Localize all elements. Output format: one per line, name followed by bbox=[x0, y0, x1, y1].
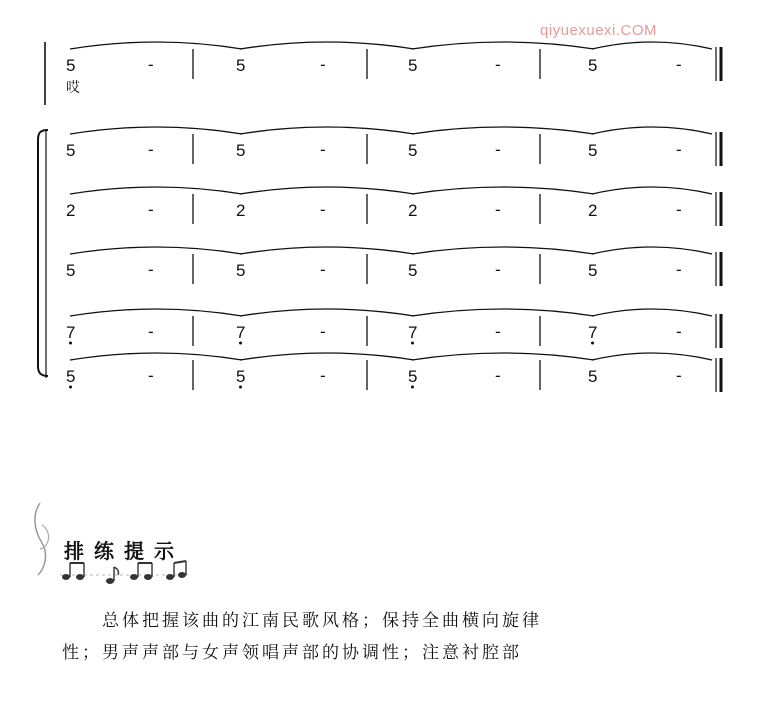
low-octave-dot bbox=[69, 386, 72, 389]
note: 5 bbox=[408, 261, 418, 280]
note: 5 bbox=[408, 141, 418, 160]
duration-dash: - bbox=[148, 322, 154, 341]
note: 5 bbox=[66, 367, 76, 386]
note: 2 bbox=[236, 201, 246, 220]
note: 5 bbox=[66, 56, 76, 75]
slur bbox=[70, 247, 242, 254]
note: 7 bbox=[66, 323, 76, 342]
slur bbox=[240, 247, 414, 254]
duration-dash: - bbox=[676, 322, 682, 341]
slur bbox=[592, 353, 712, 360]
note: 5 bbox=[588, 261, 598, 280]
slur bbox=[240, 309, 414, 316]
slur bbox=[70, 353, 242, 360]
note: 5 bbox=[236, 367, 246, 386]
duration-dash: - bbox=[320, 322, 326, 341]
duration-dash: - bbox=[148, 366, 154, 385]
slur bbox=[592, 42, 712, 49]
note: 7 bbox=[236, 323, 246, 342]
duration-dash: - bbox=[148, 55, 154, 74]
note: 7 bbox=[408, 323, 418, 342]
note: 5 bbox=[588, 141, 598, 160]
duration-dash: - bbox=[320, 140, 326, 159]
low-octave-dot bbox=[239, 386, 242, 389]
note: 5 bbox=[588, 56, 598, 75]
duration-dash: - bbox=[320, 260, 326, 279]
note: 2 bbox=[66, 201, 76, 220]
slur bbox=[412, 127, 594, 134]
slur bbox=[70, 187, 242, 194]
note: 5 bbox=[408, 56, 418, 75]
slur bbox=[240, 187, 414, 194]
note: 5 bbox=[408, 367, 418, 386]
slur bbox=[412, 42, 594, 49]
note: 5 bbox=[588, 367, 598, 386]
low-octave-dot bbox=[239, 342, 242, 345]
duration-dash: - bbox=[676, 140, 682, 159]
tips-paragraph bbox=[62, 605, 642, 669]
duration-dash: - bbox=[148, 140, 154, 159]
duration-dash: - bbox=[676, 366, 682, 385]
slur bbox=[70, 127, 242, 134]
duration-dash: - bbox=[320, 200, 326, 219]
slur bbox=[412, 353, 594, 360]
watermark: qiyuexuexi.COM bbox=[540, 22, 658, 39]
duration-dash: - bbox=[495, 260, 501, 279]
duration-dash: - bbox=[320, 55, 326, 74]
duration-dash: - bbox=[676, 55, 682, 74]
note: 5 bbox=[66, 141, 76, 160]
slur bbox=[592, 127, 712, 134]
duration-dash: - bbox=[495, 140, 501, 159]
note: 2 bbox=[408, 201, 418, 220]
tips-line-1: 总体把握该曲的江南民歌风格；保持全曲横向旋律 bbox=[102, 611, 542, 631]
note: 2 bbox=[588, 201, 598, 220]
duration-dash: - bbox=[148, 260, 154, 279]
note: 5 bbox=[66, 261, 76, 280]
duration-dash: - bbox=[495, 200, 501, 219]
duration-dash: - bbox=[495, 55, 501, 74]
duration-dash: - bbox=[320, 366, 326, 385]
low-octave-dot bbox=[411, 342, 414, 345]
duration-dash: - bbox=[676, 260, 682, 279]
slur bbox=[592, 247, 712, 254]
slur bbox=[240, 353, 414, 360]
note: 7 bbox=[588, 323, 598, 342]
duration-dash: - bbox=[148, 200, 154, 219]
note: 5 bbox=[236, 141, 246, 160]
lyric-text: 哎 bbox=[66, 80, 80, 96]
slur bbox=[592, 187, 712, 194]
slur bbox=[592, 309, 712, 316]
low-octave-dot bbox=[69, 342, 72, 345]
duration-dash: - bbox=[495, 366, 501, 385]
slur bbox=[70, 309, 242, 316]
rehearsal-tips bbox=[0, 495, 760, 706]
duration-dash: - bbox=[495, 322, 501, 341]
low-octave-dot bbox=[411, 386, 414, 389]
tips-title: 排练提示 bbox=[64, 539, 184, 563]
slur bbox=[412, 309, 594, 316]
note: 5 bbox=[236, 261, 246, 280]
slur bbox=[412, 247, 594, 254]
low-octave-dot bbox=[591, 342, 594, 345]
slur bbox=[70, 42, 242, 49]
note: 5 bbox=[236, 56, 246, 75]
slur bbox=[240, 127, 414, 134]
duration-dash: - bbox=[676, 200, 682, 219]
slur bbox=[240, 42, 414, 49]
tips-line-2: 性；男声声部与女声领唱声部的协调性；注意衬腔部 bbox=[62, 643, 522, 663]
slur bbox=[412, 187, 594, 194]
